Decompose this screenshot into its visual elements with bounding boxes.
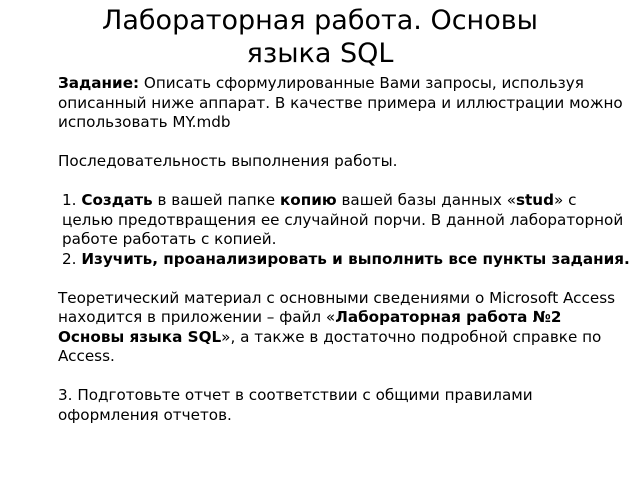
step-2-bold-text: Изучить, проанализировать и выполнить все пункты задания. (81, 249, 630, 268)
slide-title-line-2: языка SQL (246, 38, 394, 69)
step-1-text-3: » с целью предотвращения ее случайной порчи. В данной лабораторной работе работать с копией. (62, 191, 624, 248)
step-1-bold-create: Создать (81, 191, 153, 209)
step-2-number: 2. (62, 249, 82, 268)
spacer (58, 367, 630, 387)
step-1-bold-copy: копию (279, 191, 337, 209)
step-2-paragraph (58, 250, 630, 270)
theory-text-1: Теоретический материал с основными сведениями о Microsoft Access находится в приложении – файл « (58, 288, 616, 326)
task-paragraph (58, 74, 630, 133)
spacer (58, 269, 630, 289)
slide-title-line-1: Лабораторная работа. Основы (102, 5, 538, 36)
theory-paragraph (58, 289, 630, 367)
task-label: Задание: (58, 74, 140, 92)
step-1-number: 1. (62, 191, 82, 209)
theory-text-2: », а также в достаточно подробной справке по Access. (58, 327, 602, 365)
step-1-text-2: вашей базы данных « (336, 191, 516, 209)
theory-bold-filename: Лабораторная работа №2 Основы языка SQL (58, 308, 562, 346)
sequence-heading: Последовательность выполнения работы. (58, 152, 398, 170)
task-text: Описать сформулированные Вами запросы, используя описанный ниже аппарат. В качестве примера и иллюстрации можно использовать MY.mdb (58, 74, 623, 131)
step-1-text-1: в вашей папке (152, 191, 280, 209)
slide-title (0, 4, 640, 70)
spacer (58, 133, 630, 153)
spacer (58, 172, 630, 192)
step-1-bold-db-name: stud (516, 191, 554, 209)
step-1-paragraph (58, 191, 630, 250)
slide-body (58, 74, 630, 425)
step-3-paragraph: 3. Подготовьте отчет в соответствии с общими правилами оформления отчетов. (58, 386, 533, 424)
